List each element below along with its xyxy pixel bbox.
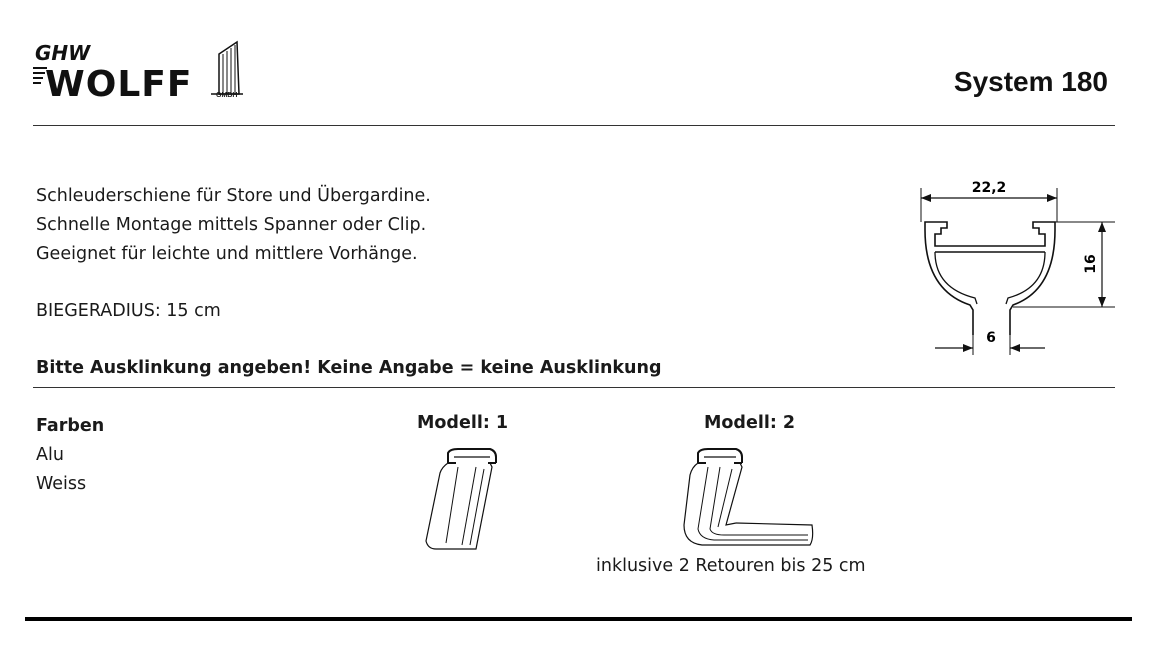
model-1-drawing	[418, 445, 508, 555]
logo-top-text: GHW	[35, 41, 91, 65]
description-line: Schleuderschiene für Store und Übergardine.	[36, 186, 431, 206]
header-divider	[33, 125, 1115, 126]
profile-cross-section-drawing	[905, 170, 1125, 360]
section-divider	[33, 387, 1115, 388]
model-2-caption: inklusive 2 Retouren bis 25 cm	[596, 556, 866, 576]
notice-text: Bitte Ausklinkung angeben! Keine Angabe = keine Ausklinkung	[36, 358, 662, 378]
slot-dimension-label: 6	[986, 330, 996, 346]
width-dimension-label: 22,2	[971, 180, 1007, 196]
model-1-label: Modell: 1	[417, 413, 509, 433]
description-line: Geeignet für leichte und mittlere Vorhänge.	[36, 244, 418, 264]
logo-main-text: WOLFF	[45, 64, 193, 102]
height-dimension-label: 16	[1083, 254, 1099, 274]
bend-radius: BIEGERADIUS: 15 cm	[36, 301, 221, 321]
description-line: Schnelle Montage mittels Spanner oder Clip.	[36, 215, 427, 235]
logo-gmbh-text: GMBH	[216, 92, 238, 99]
model-2-label: Modell: 2	[704, 413, 796, 433]
color-item: Weiss	[36, 474, 87, 494]
footer-divider	[25, 617, 1132, 621]
colors-block	[36, 412, 104, 499]
colors-heading: Farben	[36, 416, 105, 436]
page-title: System 180	[953, 66, 1108, 97]
model-2-drawing	[680, 445, 820, 555]
description-block	[36, 182, 431, 269]
color-item: Alu	[36, 445, 64, 465]
